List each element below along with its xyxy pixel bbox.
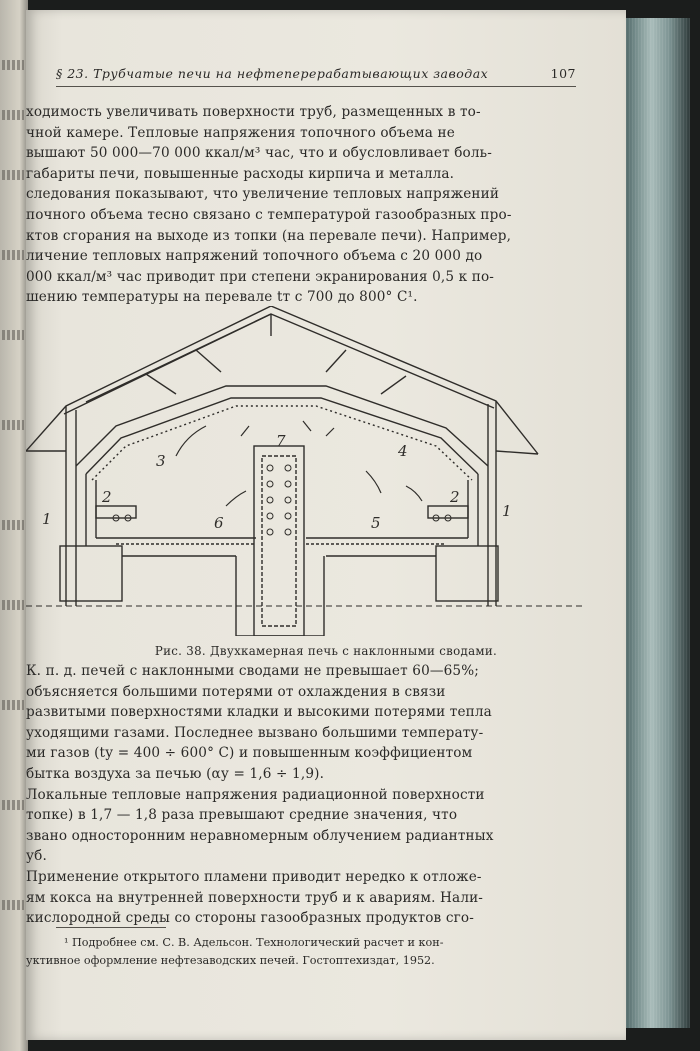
text-line: топке) в 1,7 — 1,8 раза превышают средние значения, что <box>26 807 458 824</box>
callout-6: 6 <box>214 514 224 532</box>
paragraph-2 <box>26 661 586 929</box>
text-line: чной камере. Тепловые напряжения топочного объема не <box>26 124 455 141</box>
text-line: 000 ккал/м³ час приводит при степени экранирования 0,5 к по- <box>26 268 495 285</box>
callout-4: 4 <box>398 442 408 460</box>
text-line: кислородной среды со стороны газообразных продуктов сго- <box>26 910 474 927</box>
section-title: § 23. Трубчатые печи на нефтеперерабатывающих заводах <box>56 66 489 81</box>
footnote-line: ¹ Подробнее см. С. В. Адельсон. Технологический расчет и кон- <box>64 936 444 949</box>
callout-2-left: 2 <box>102 488 112 506</box>
gas-flow-arrows <box>176 421 422 506</box>
text-line: ктов сгорания на выходе из топки (на перевале печи). Например, <box>26 227 512 244</box>
text-line: бытка воздуха за печью (αу = 1,6 ÷ 1,9). <box>26 765 325 782</box>
text-line: личение тепловых напряжений топочного объема с 20 000 до <box>26 248 483 265</box>
callout-2-right: 2 <box>450 488 460 506</box>
tube-rows <box>113 465 451 535</box>
footnote-divider <box>56 927 166 928</box>
page-number: 107 <box>550 66 576 81</box>
callout-1-left: 1 <box>42 510 52 528</box>
text-line: уб. <box>26 848 47 865</box>
central-flue <box>254 446 304 636</box>
figure-caption: Рис. 38. Двухкамерная печь с наклонными сводами. <box>154 644 498 658</box>
text-line: ходимость увеличивать поверхности труб, размещенных в то- <box>26 104 481 120</box>
text-line: уходящими газами. Последнее вызвано большими температу- <box>26 724 484 741</box>
text-line: габариты печи, повышенные расходы кирпича и металла. <box>26 165 455 182</box>
text-line: развитыми поверхностями кладки и высокими потерями тепла <box>26 704 492 721</box>
outer-roof-inner <box>64 314 494 414</box>
text-line: вышают 50 000—70 000 ккал/м³ час, что и обусловливает боль- <box>26 145 492 162</box>
callout-7: 7 <box>276 432 286 450</box>
text-line: шению температуры на перевале tт с 700 до 800° С¹. <box>26 289 418 306</box>
callout-5: 5 <box>371 514 381 532</box>
text-line: Локальные тепловые напряжения радиационной поверхности <box>26 786 485 803</box>
text-line: звано односторонним неравномерным облучением радиантных <box>26 827 494 844</box>
callout-1-right: 1 <box>502 502 512 520</box>
paragraph-1 <box>26 102 586 308</box>
text-line: К. п. д. печей с наклонными сводами не превышает 60—65%; <box>26 663 480 679</box>
text-line: ям кокса на внутренней поверхности труб и к авариям. Нали- <box>26 889 484 906</box>
text-line: объясняется большими потерями от охлаждения в связи <box>26 683 446 700</box>
book-page <box>26 10 626 1040</box>
footnote <box>26 934 586 970</box>
text-line: следования показывают, что увеличение тепловых напряжений <box>26 186 500 203</box>
text-line: почного объема тесно связано с температурой газообразных про- <box>26 206 512 223</box>
text-line: Применение открытого пламени приводит нередко к отложе- <box>26 868 482 885</box>
text-line: ми газов (tу = 400 ÷ 600° С) и повышенным коэффициентом <box>26 745 473 762</box>
running-head <box>56 64 576 87</box>
left-page-edge <box>0 0 28 1051</box>
callout-3: 3 <box>156 452 166 470</box>
footnote-line: уктивное оформление нефтезаводских печей. Гостоптехиздат, 1952. <box>26 954 435 967</box>
furnace-cross-section-figure <box>26 306 586 636</box>
book-page-edges <box>620 18 690 1028</box>
